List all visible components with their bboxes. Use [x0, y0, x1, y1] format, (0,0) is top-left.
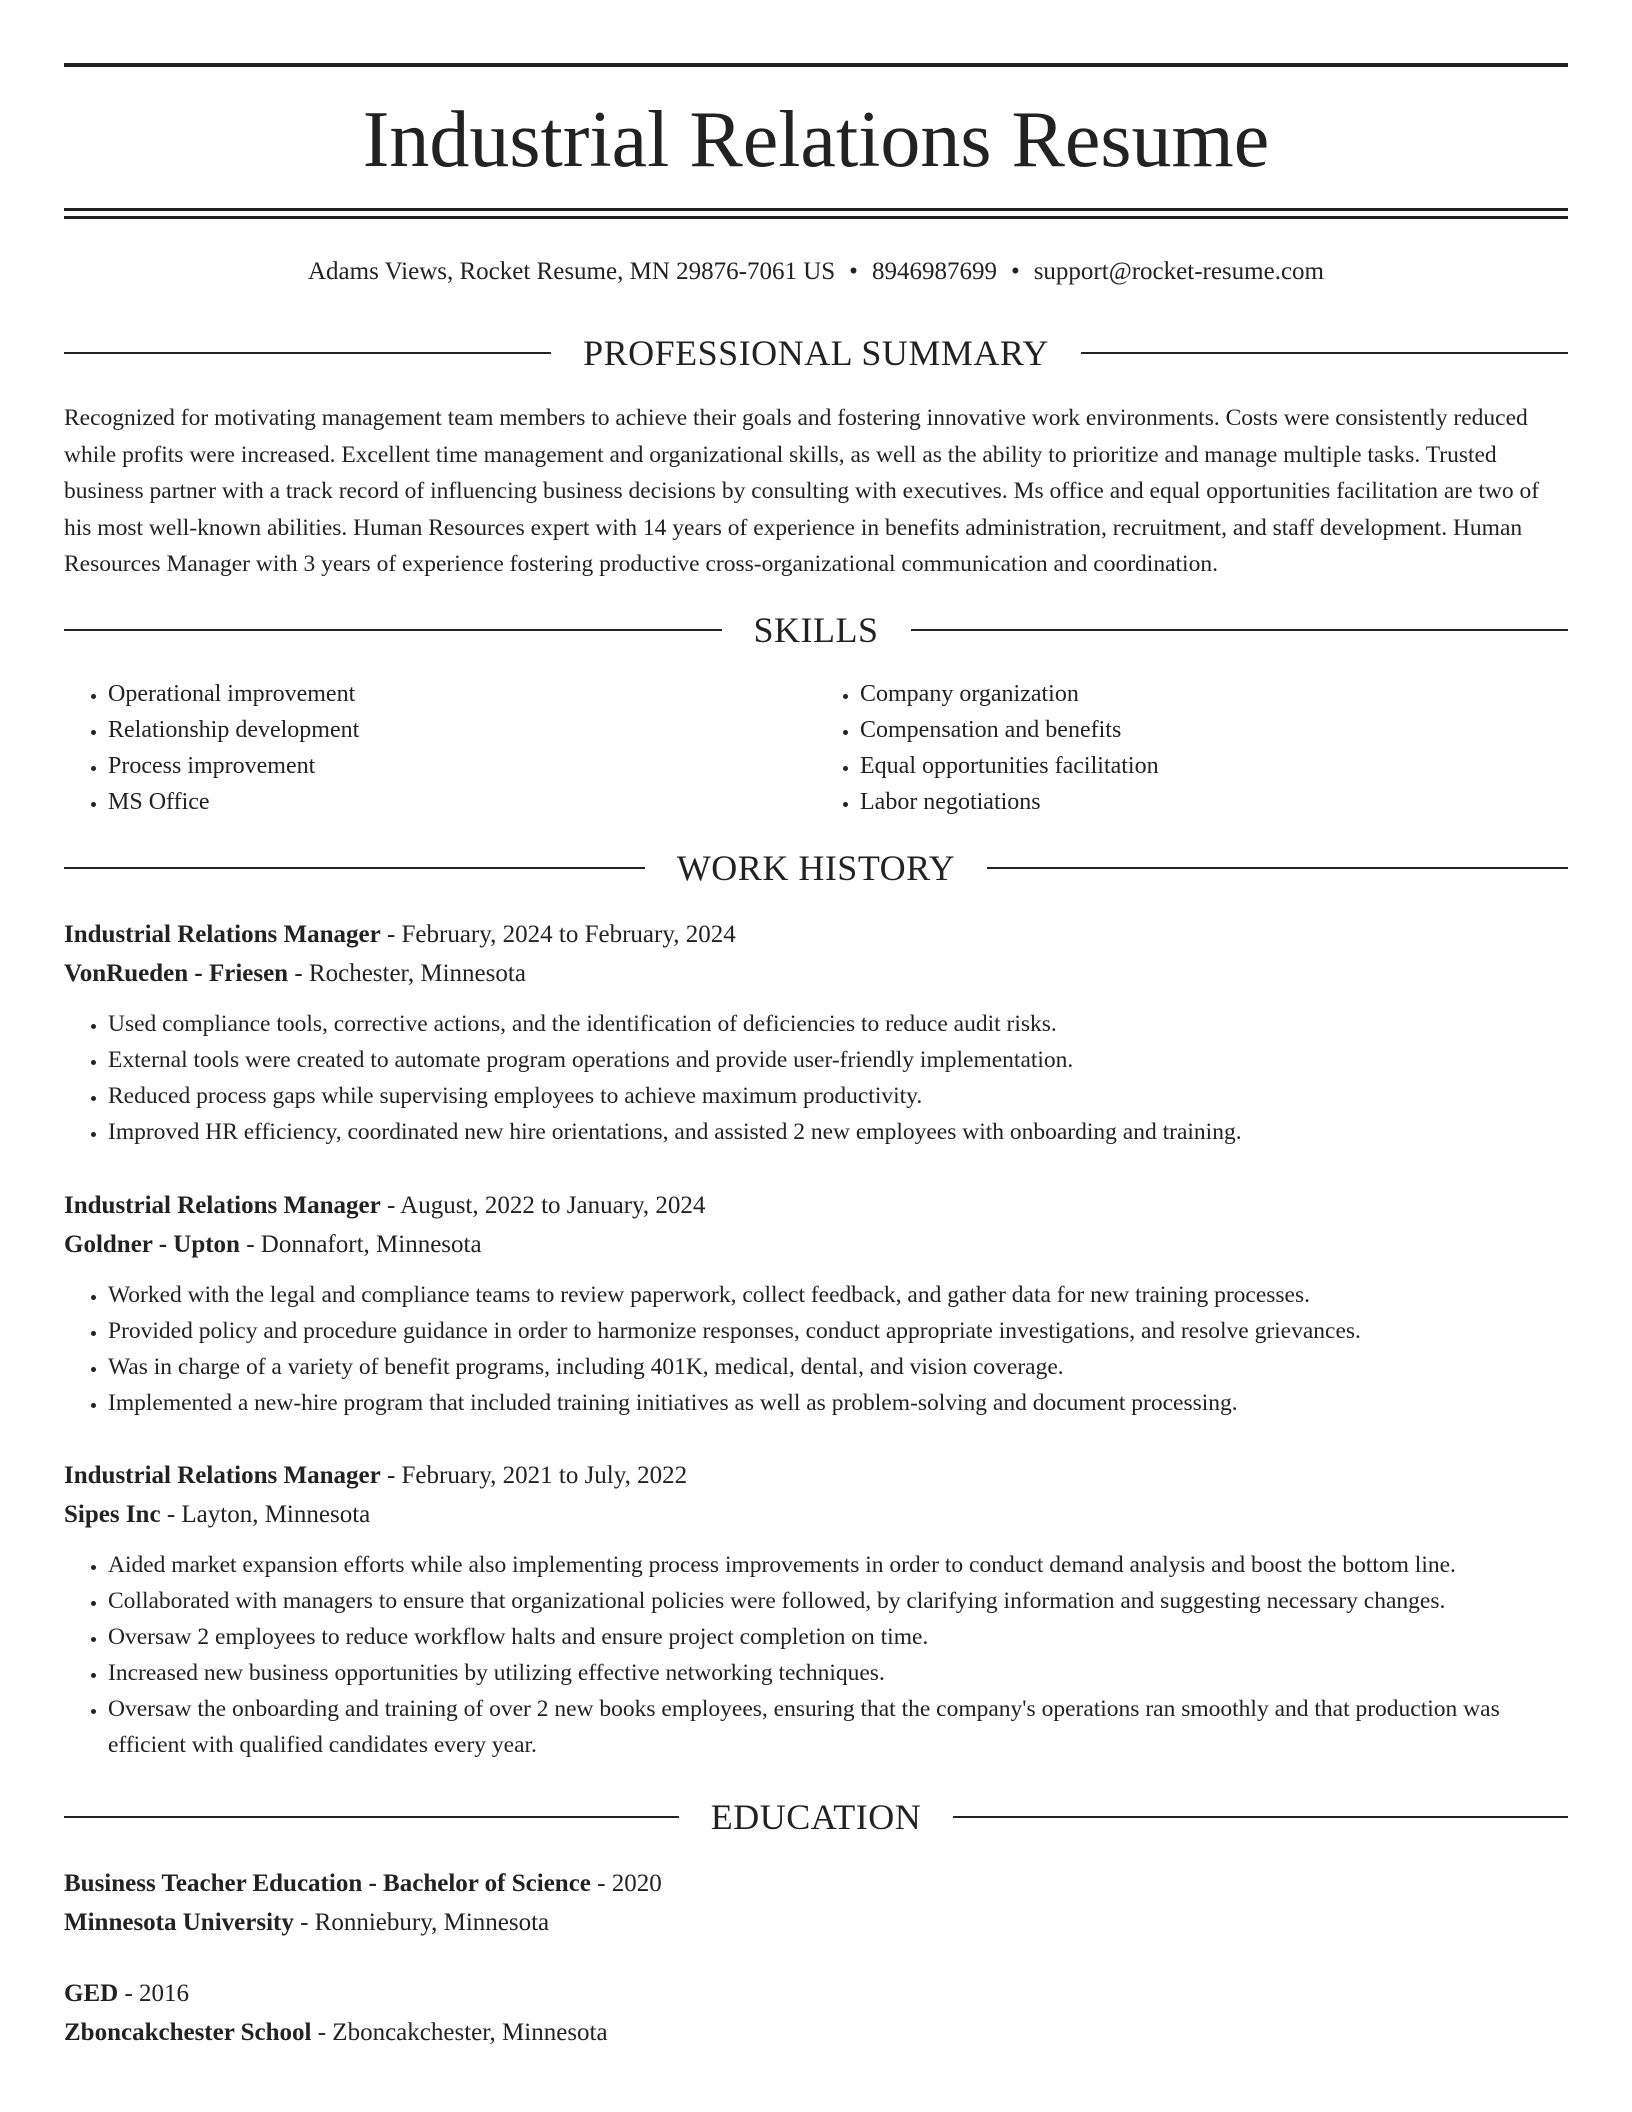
education-location: - Zboncakchester, Minnesota — [311, 2019, 608, 2046]
contact-email: support@rocket-resume.com — [1033, 258, 1324, 285]
education-location: - Ronniebury, Minnesota — [293, 1909, 550, 1936]
education-school: Zboncakchester School — [64, 2019, 312, 2046]
contact-separator: • — [849, 258, 858, 285]
skill-item: • Process improvement — [108, 748, 816, 784]
heading-rule — [64, 352, 551, 354]
heading-rule — [1081, 352, 1568, 354]
job-location: - Rochester, Minnesota — [288, 960, 526, 987]
job-bullet: • Improved HR efficiency, coordinated new hire orientations, and assisted 2 new employees with onboarding and training. — [108, 1114, 1568, 1150]
job-entry — [64, 915, 1568, 1150]
section-heading-education — [64, 1794, 1568, 1840]
section-title: PROFESSIONAL SUMMARY — [583, 333, 1049, 373]
job-bullet: • Worked with the legal and compliance teams to review paperwork, collect feedback, and gather data for new training processes. — [108, 1277, 1568, 1313]
skill-item: • Operational improvement — [108, 676, 816, 712]
heading-rule — [64, 867, 645, 869]
job-title: Industrial Relations Manager — [64, 921, 381, 948]
job-company: Sipes Inc — [64, 1501, 161, 1528]
job-location: - Layton, Minnesota — [160, 1501, 371, 1528]
heading-rule — [911, 629, 1569, 631]
job-bullet: • Was in charge of a variety of benefit programs, including 401K, medical, dental, and vision coverage. — [108, 1349, 1568, 1385]
job-title: Industrial Relations Manager — [64, 1192, 381, 1219]
contact-address: Adams Views, Rocket Resume, MN 29876-7061 US — [307, 258, 836, 285]
education-school-line — [64, 2013, 1568, 2052]
education-degree: GED — [64, 1980, 119, 2007]
job-company-line — [64, 1495, 1568, 1534]
job-entry — [64, 1456, 1568, 1763]
top-rule — [64, 63, 1568, 67]
job-company: VonRueden - Friesen — [64, 960, 289, 987]
job-bullet: • Oversaw the onboarding and training of over 2 new books employees, ensuring that the company's operations ran smoothly and that production was efficient with qualified candidates every year. — [108, 1691, 1568, 1763]
job-title-line — [64, 1186, 1568, 1225]
skill-item: • Company organization — [860, 676, 1568, 712]
skills-list — [64, 676, 1568, 820]
heading-rule — [953, 1816, 1568, 1818]
section-heading-summary — [64, 330, 1568, 376]
job-dates: - February, 2024 to February, 2024 — [380, 921, 736, 948]
heading-rule — [987, 867, 1568, 869]
skills-column-left — [64, 676, 816, 820]
skill-item: • Compensation and benefits — [860, 712, 1568, 748]
skills-column-right — [816, 676, 1568, 820]
education-school-line — [64, 1903, 1568, 1942]
section-heading-skills — [64, 607, 1568, 653]
skill-item: • Labor negotiations — [860, 784, 1568, 820]
job-entry — [64, 1186, 1568, 1421]
job-bullet: • Used compliance tools, corrective actions, and the identification of deficiencies to reduce audit risks. — [108, 1006, 1568, 1042]
heading-rule — [64, 629, 722, 631]
contact-phone: 8946987699 — [871, 258, 997, 285]
skill-item: • Equal opportunities facilitation — [860, 748, 1568, 784]
job-location: - Donnafort, Minnesota — [239, 1231, 482, 1258]
section-title: SKILLS — [753, 610, 879, 650]
job-bullets — [64, 1547, 1568, 1763]
summary-text: Recognized for motivating management team members to achieve their goals and fostering innovative work environments. Costs were consistently reduced while profits were increased. Excellent time management and organizational skills, as well as the ability to prioritize and manage multiple tasks. Trusted business partner with a track record of influencing business decisions by consulting with executives. Ms office and equal opportunities facilitation are two of his most well-known abilities. Human Resources expert with 14 years of experience in benefits administration, recruitment, and staff development. Human Resources Manager with 3 years of experience fostering productive cross-organizational communication and coordination. — [64, 405, 1540, 577]
education-year: - 2016 — [118, 1980, 190, 2007]
section-title: WORK HISTORY — [676, 848, 956, 888]
job-bullets — [64, 1006, 1568, 1150]
section-heading-work — [64, 845, 1568, 891]
resume-title: Industrial Relations Resume — [362, 96, 1270, 184]
job-bullets — [64, 1277, 1568, 1421]
skill-item: • Relationship development — [108, 712, 816, 748]
job-bullet: • Collaborated with managers to ensure that organizational policies were followed, by clarifying information and suggesting necessary changes. — [108, 1583, 1568, 1619]
job-bullet: • Oversaw 2 employees to reduce workflow halts and ensure project completion on time. — [108, 1619, 1568, 1655]
contact-line — [64, 256, 1568, 288]
education-degree: Business Teacher Education - Bachelor of Science — [64, 1870, 591, 1897]
job-dates: - February, 2021 to July, 2022 — [380, 1462, 688, 1489]
job-bullet: • Aided market expansion efforts while also implementing process improvements in order to conduct demand analysis and boost the bottom line. — [108, 1547, 1568, 1583]
job-bullet: • Provided policy and procedure guidance in order to harmonize responses, conduct appropriate investigations, and resolve grievances. — [108, 1313, 1568, 1349]
skill-item: • MS Office — [108, 784, 816, 820]
heading-rule — [64, 1816, 679, 1818]
education-year: - 2020 — [590, 1870, 662, 1897]
job-title: Industrial Relations Manager — [64, 1462, 381, 1489]
job-title-line — [64, 1456, 1568, 1495]
job-bullet: • Increased new business opportunities by utilizing effective networking techniques. — [108, 1655, 1568, 1691]
job-company-line — [64, 1225, 1568, 1264]
education-school: Minnesota University — [64, 1909, 294, 1936]
job-bullet: • Reduced process gaps while supervising employees to achieve maximum productivity. — [108, 1078, 1568, 1114]
education-degree-line — [64, 1864, 1568, 1903]
job-company-line — [64, 954, 1568, 993]
contact-separator: • — [1010, 258, 1020, 285]
job-title-line — [64, 915, 1568, 954]
education-degree-line — [64, 1974, 1568, 2013]
job-company: Goldner - Upton — [64, 1231, 240, 1258]
job-dates: - August, 2022 to January, 2024 — [380, 1192, 706, 1219]
job-bullet: • Implemented a new-hire program that included training initiatives as well as problem-solving and document processing. — [108, 1385, 1568, 1421]
job-bullet: • External tools were created to automate program operations and provide user-friendly implementation. — [108, 1042, 1568, 1078]
section-title: EDUCATION — [710, 1797, 922, 1837]
education-entry — [64, 1864, 1568, 1942]
education-entry — [64, 1974, 1568, 2052]
title-double-rule — [64, 208, 1568, 219]
